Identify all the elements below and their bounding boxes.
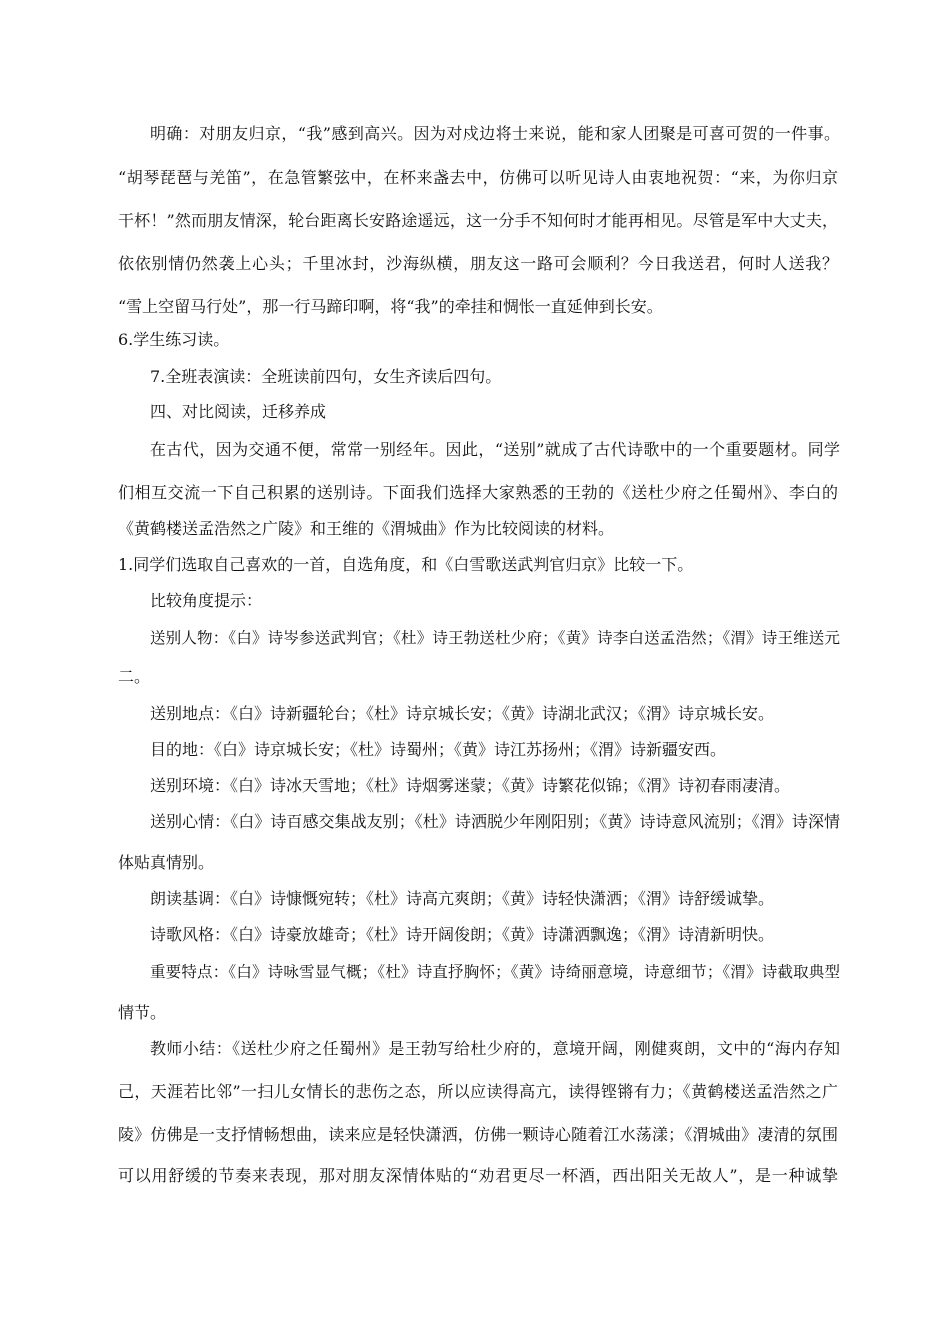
paragraph-line: 《黄鹤楼送孟浩然之广陵》和王维的《渭城曲》作为比较阅读的材料。 <box>118 519 615 538</box>
section-heading: 四、对比阅读，迁移养成 <box>150 402 327 421</box>
step-line: 1.同学们选取自己喜欢的一首，自选角度，和《白雪歌送武判官归京》比较一下。 <box>118 555 694 574</box>
step-line: 6.学生练习读。 <box>118 330 230 349</box>
paragraph-line: 在古代，因为交通不便，常常一别经年。因此，“送别”就成了古代诗歌中的一个重要题材。同学 <box>150 440 840 459</box>
comparison-line: 朗读基调：《白》诗慷慨宛转；《杜》诗高亢爽朗；《黄》诗轻快潇洒；《渭》诗舒缓诚挚。 <box>150 889 775 908</box>
comparison-line: 情节。 <box>118 1003 167 1022</box>
comparison-line: 体贴真情别。 <box>118 853 215 872</box>
comparison-line: 送别人物：《白》诗岑参送武判官；《杜》诗王勃送杜少府；《黄》诗李白送孟浩然；《渭》诗王维送元 <box>150 629 840 647</box>
comparison-line: 诗歌风格：《白》诗豪放雄奇；《杜》诗开阔俊朗；《黄》诗潇洒飘逸；《渭》诗清新明快。 <box>150 925 775 944</box>
step-line: 7.全班表演读：全班读前四句，女生齐读后四句。 <box>150 367 502 386</box>
summary-line: 己，天涯若比邻”一扫儿女情长的悲伤之态，所以应读得高亢，读得铿锵有力；《黄鹤楼送孟浩然之广 <box>118 1082 838 1101</box>
summary-line: 教师小结：《送杜少府之任蜀州》是王勃写给杜少府的，意境开阔，刚健爽朗，文中的“海内存知 <box>150 1039 840 1058</box>
comparison-line: 重要特点：《白》诗咏雪显气概；《杜》诗直抒胸怀；《黄》诗绮丽意境，诗意细节；《渭》诗截取典型 <box>150 963 840 981</box>
summary-line: 可以用舒缓的节奏来表现，那对朋友深情体贴的“劝君更尽一杯酒，西出阳关无故人”，是一种诚挚 <box>118 1166 838 1185</box>
paragraph-line: 干杯！”然而朋友情深，轮台距离长安路途遥远，这一分手不知何时才能再相见。尽管是军中大丈夫， <box>118 211 838 230</box>
comparison-line: 送别环境：《白》诗冰天雪地；《杜》诗烟雾迷蒙；《黄》诗繁花似锦；《渭》诗初春雨凄清。 <box>150 776 791 795</box>
comparison-line: 送别心情：《白》诗百感交集战友别；《杜》诗洒脱少年刚阳别；《黄》诗诗意风流别；《渭》诗深情 <box>150 812 840 831</box>
paragraph-line: 依依别情仍然袭上心头；千里冰封，沙海纵横，朋友这一路可会顺利？今日我送君，何时人送我？ <box>118 254 838 273</box>
comparison-line: 送别地点：《白》诗新疆轮台；《杜》诗京城长安；《黄》诗湖北武汉；《渭》诗京城长安。 <box>150 704 775 723</box>
paragraph-line: 明确：对朋友归京，“我”感到高兴。因为对戍边将士来说，能和家人团聚是可喜可贺的一件事。 <box>150 124 840 143</box>
paragraph-line: “胡琴琵琶与羌笛”，在急管繁弦中，在杯来盏去中，仿佛可以听见诗人由衷地祝贺：“来，为你归京 <box>118 168 838 187</box>
comparison-line: 二。 <box>118 667 151 686</box>
paragraph-line: 们相互交流一下自己积累的送别诗。下面我们选择大家熟悉的王勃的《送杜少府之任蜀州》、李白的 <box>118 483 838 502</box>
summary-line: 陵》仿佛是一支抒情畅想曲，读来应是轻快潇洒，仿佛一颗诗心随着江水荡漾；《渭城曲》凄清的氛围 <box>118 1125 838 1144</box>
comparison-line: 目的地：《白》诗京城长安；《杜》诗蜀州；《黄》诗江苏扬州；《渭》诗新疆安西。 <box>150 740 727 759</box>
subheading: 比较角度提示： <box>150 591 263 610</box>
paragraph-line: “雪上空留马行处”，那一行马蹄印啊，将“我”的牵挂和惆怅一直延伸到长安。 <box>118 297 663 316</box>
